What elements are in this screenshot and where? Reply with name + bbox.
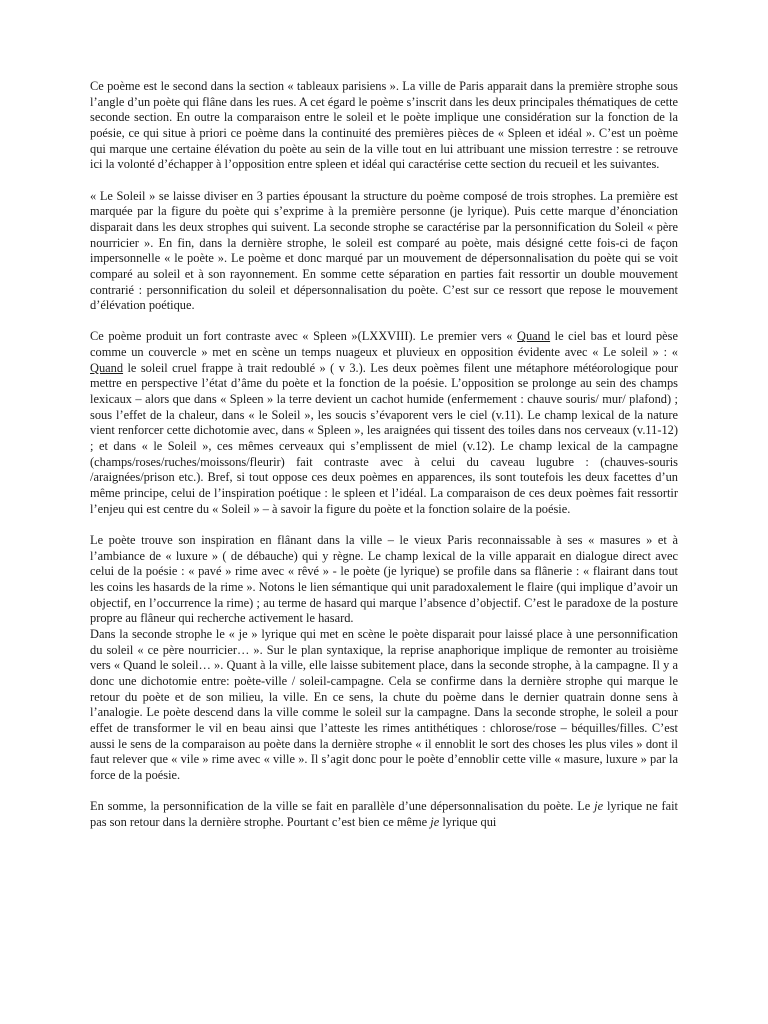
text-run: Ce poème est le second dans la section « tableaux parisiens ». La ville de Paris apparait dans la première strophe sous l’angle d’un poète qui flâne dans les rues. A cet égard le poème s’inscrit dans les deux principales thématiques de cette seconde section. En outre la comparaison entre le soleil et le poète implique une considération sur la fonction de la poésie, ce qui situe à priori ce poème dans la continuité des premières pièces de « Spleen et idéal ». C’est un poème qui marque une certaine élévation du poète au sein de la ville tout en lui attribuant une mission terrestre : se retrouve ici la volonté d’échapper à l’opposition entre spleen et idéal qui caractérise cette section du recueil et les suivantes. [90, 79, 679, 172]
text-run: « Le Soleil » se laisse diviser en 3 parties épousant la structure du poème composé de trois strophes. La première est marquée par la figure du poète qui s’exprime à la première personne (je lyrique). Puis cette marque d’énonciation disparait dans les deux strophes qui suivent. La seconde strophe se caractérise par la personnification du Soleil « père nourricier ». En fin, dans la dernière strophe, le soleil est comparé au poète, mais désigné cette fois-ci de façon impersonnelle « le poète ». Le poème et donc marqué par un mouvement de dépersonnalisation du poète qui se voit comparé au soleil et à son rayonnement. En somme cette séparation en parties fait ressortir un double mouvement contrarié : personnification du soleil et dépersonnalisation du poète. C’est sur ce ressort que repose le mouvement d’élévation poétique. [90, 188, 678, 313]
text-run: Le poète trouve son inspiration en flânant dans la ville – le vieux Paris reconnaissable à ses « masures » et à l’ambiance de « luxure » ( de débauche) qui y règne. Le champ lexical de la ville apparait en dialogue direct avec celui de la poésie : « pavé » rime avec « rêvé » - le poète (je lyrique) se profile dans sa flânerie : « flairant dans tout les coins les hasards de la rime ». Notons le lien sémantique qui unit paradoxalement le flaire (qui implique d’avoir un objectif, en l’occurrence la rime) ; au terme de hasard qui marque l’absence d’objectif. C’est le paradoxe de la posture propre au flâneur qui recherche activement le hasard. [90, 532, 678, 626]
paragraph-gap [90, 173, 678, 189]
italic-text: je [430, 814, 440, 829]
underlined-text: Quand [90, 360, 124, 375]
text-run: lyrique qui [439, 814, 497, 829]
text-run: lyrique ne fait pas son retour dans la dernière strophe. Pourtant c’est bien ce même [90, 799, 678, 829]
text-run: Dans la seconde strophe le « je » lyrique qui met en scène le poète disparait pour laissé place à une personnification du soleil « ce père nourricier… ». Sur le plan syntaxique, la reprise anaphorique implique de remonter au troisième vers « Quand le soleil… ». Quant à la ville, elle laisse subitement place, dans la seconde strophe, à la campagne. Il y a donc une dichotomie entre: poète-ville / soleil-campagne. Cela se confirme dans la dernière strophe qui marque le retour du poète et de son milieu, la ville. En ce sens, la chute du poème dans le dernier quatrain donne sens à l’analogie. Le poète descend dans la ville comme le soleil sur la campagne. Dans la seconde strophe, le soleil a pour effet de transformer le vil en beau ainsi que l’atteste les rimes antithétiques : chlorose/rose – béquilles/filles. C’est aussi le sens de la comparaison au poète dans la dernière strophe « il ennoblit le sort des choses les plus viles » dont il faut relever que « vile » rime avec « ville ». Il s’agit donc pour le poète d’ennoblir cette ville « masure, luxure » par la force de la poésie. [90, 626, 678, 782]
paragraph-gap [90, 314, 678, 330]
paragraph-6 [90, 799, 678, 830]
paragraph-5 [90, 627, 678, 784]
paragraph-3 [90, 329, 678, 517]
italic-text: je [594, 799, 604, 814]
document-page [90, 79, 678, 830]
text-run: le ciel bas et lourd pèse comme un couvercle » met en scène un temps nuageux et pluvieux en opposition évidente avec « Le soleil » : « [90, 329, 679, 360]
paragraph-2 [90, 189, 678, 314]
paragraph-gap [90, 517, 678, 533]
text-run: En somme, la personnification de la ville se fait en parallèle d’une dépersonnalisation du poète. Le [90, 799, 595, 814]
underlined-text: Quand [517, 329, 551, 344]
paragraph-4 [90, 533, 678, 627]
text-run: Ce poème produit un fort contraste avec « Spleen »(LXXVIII). Le premier vers « [90, 329, 518, 344]
paragraph-gap [90, 783, 678, 799]
text-run: le soleil cruel frappe à trait redoublé » ( v 3.). Les deux poèmes filent une métaphore météorologique pour mettre en perspective l’état d’âme du poète et la fonction de la poésie. L’opposition se prolonge au sein des champs lexicaux – alors que dans « Spleen » la terre devient un cachot humide (enfermement : chauve souris/ mur/ plafond) ; sous l’effet de la chaleur, dans « le Soleil », les soucis s’évaporent vers le ciel (v.11). Le champ lexical de la nature vient renforcer cette dichotomie avec, dans « Spleen », les araignées qui tissent des toiles dans nos cerveaux (v.11-12) ; et dans « le Soleil », ces mêmes cerveaux qui s’emplissent de miel (v.12). Le champ lexical de la campagne (champs/roses/ruches/moissons/fleurir) fait contraste avec à celui du caveau lugubre : (chauves-souris /araignées/prison etc.). Bref, si tout oppose ces deux poèmes en apparences, ils sont toutefois les deux facettes d’un même principe, celui de l’inspiration poétique : le spleen et l’idéal. La comparaison de ces deux poèmes fait ressortir l’enjeu qui est centre du « Soleil » – à savoir la figure du poète et la fonction solaire de la poésie. [90, 360, 678, 516]
paragraph-1 [90, 79, 678, 173]
